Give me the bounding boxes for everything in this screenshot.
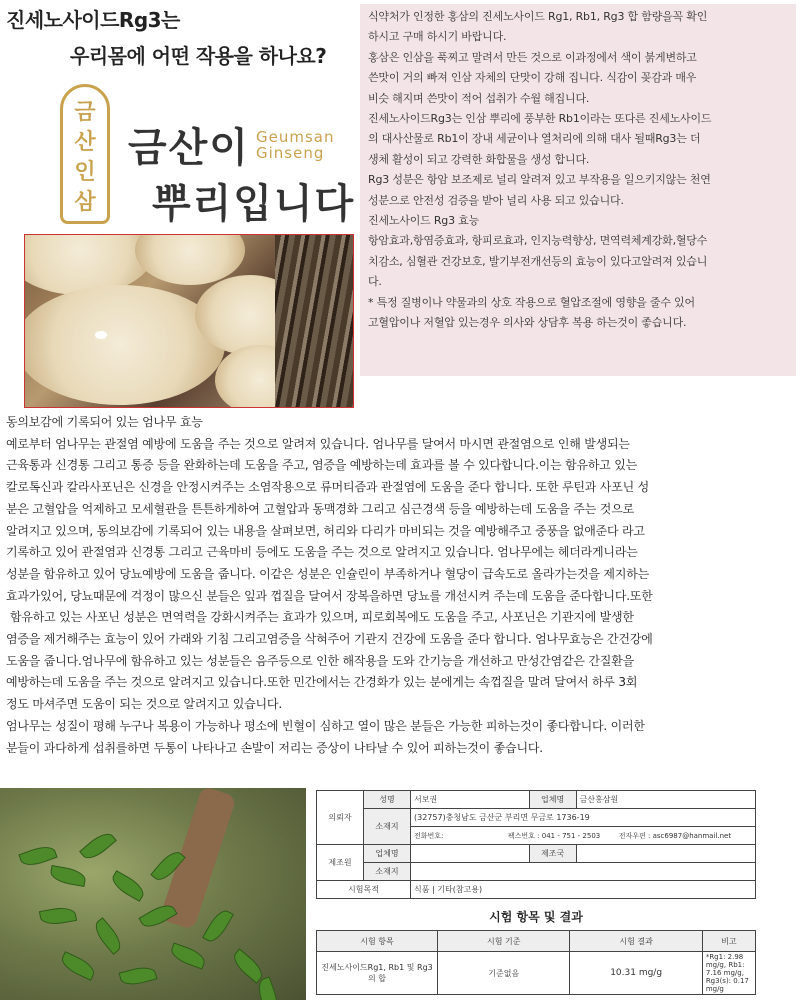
body-line: 예방하는데 도움을 주는 것으로 알려지고 있습니다.또한 민간에서는 간경화가 있는 분에게는 속껍질을 말려 달여서 하루 3회: [6, 675, 638, 690]
info-line: 식약처가 인정한 홍삼의 진세노사이드 Rg1, Rb1, Rg3 합 함량을꼭 확인: [368, 10, 708, 23]
logo-badge-char: 금: [74, 100, 96, 125]
email-label: 전자우편 :: [618, 831, 651, 840]
body-line: 효과가있어, 당뇨때문에 걱정이 많으신 분들은 잎과 껍질을 달여서 장복을하면 당뇨를 개선시켜 주는데 도움을 준다합니다.또한: [6, 588, 653, 603]
body-line: 근육통과 신경통 그리고 통증 등을 완화하는데 도움을 주고, 염증을 예방하는데 효과를 볼 수 있다합니다.이는 함유하고 있는: [6, 458, 638, 473]
info-line: 의 대사산물로 Rb1이 장내 세균이나 열처리에 의해 대사 될때Rg3는 더: [368, 132, 701, 146]
logo-main-line-1: 금산이: [128, 125, 250, 171]
purpose-value: 식품 | 기타(참고용): [411, 881, 756, 899]
company-value: 금산홍삼원: [576, 791, 755, 809]
info-line: 하시고 구매 하시기 바랍니다.: [368, 30, 507, 44]
heading-line-2: 우리몸에 어떤 작용을 하나요?: [70, 44, 327, 68]
body-line: 칼로톡신과 칼라사포닌은 신경을 안정시켜주는 소염작용으로 류머티즘과 관절염에 도움을 준다 합니다. 또한 루틴과 사포닌 성: [6, 480, 649, 495]
address-value: (32757)충청남도 금산군 부리면 무금로 1736-19: [411, 809, 756, 827]
row-note: *Rg1: 2.98 mg/g, Rb1: 7.16 mg/g, Rg3(s): 0.17 mg/g: [702, 952, 755, 995]
phone-label: 전화번호:: [414, 831, 444, 840]
body-line: 함유하고 있는 사포닌 성분은 면역력을 강화시켜주는 효과가 있으며, 피로회복에도 도움을 주고, 사포닌은 기관지에 발생한: [10, 610, 634, 625]
logo-badge-char: 삼: [74, 190, 96, 215]
body-line: 도움을 줍니다.엄나무에 함유하고 있는 성분들은 음주등으로 인한 해작용을 도와 간기능을 개선하고 만성간염같은 간질환을: [6, 653, 634, 668]
logo-badge-char: 인: [74, 160, 96, 185]
body-line: 알려지고 있으며, 동의보감에 기록되어 있는 내용을 살펴보면, 허리와 다리가 마비되는 것을 예방해주고 중풍을 없애준다 라고: [6, 523, 645, 538]
logo-badge-char: 산: [74, 130, 96, 155]
body-line: 정도 마셔주면 도움이 되는 것으로 알려지고 있습니다.: [6, 697, 282, 712]
results-table: [316, 930, 756, 995]
name-label: 성명: [364, 791, 411, 809]
info-line: * 특정 질병이나 약물과의 상호 작용으로 혈압조절에 영향을 줄수 있어: [368, 295, 695, 309]
col-standard: 시험 기준: [438, 931, 570, 952]
body-line: 예로부터 엄나무는 관절염 예방에 도움을 주는 것으로 알려져 있습니다. 엄나무를 달여서 마시면 관절염으로 인해 발생되는: [6, 436, 630, 451]
body-line: 성분을 함유하고 있어 당뇨예방에 도움을 줍니다. 이같은 성분은 인슐린이 부족하거나 혈당이 급속도로 올라가는것을 제지하는: [6, 566, 649, 581]
info-line: 쓴맛이 거의 빠져 인삼 자체의 단맛이 강해 집니다. 식감이 꽂감과 매우: [368, 71, 697, 85]
heading-line-1: 진세노사이드Rg3는: [6, 8, 180, 32]
report-header-table: [316, 790, 756, 899]
col-result: 시험 결과: [570, 931, 702, 952]
company-label: 업체명: [529, 791, 576, 809]
logo-main-line-2: 뿌리입니다: [152, 181, 356, 227]
info-line: 홍삼은 인삼을 푹찌고 말려서 만든 것으로 이과정에서 색이 붉게변하고: [368, 50, 697, 64]
info-line: 진세노사이드Rg3는 인삼 뿌리에 풍부한 Rb1이라는 또다른 진세노사이드: [368, 112, 712, 126]
info-line: 생체 활성이 되고 강력한 화합물을 생성 합니다.: [368, 152, 590, 166]
maker-company-label: 업체명: [364, 845, 411, 863]
body-line: 염증을 제거해주는 효능이 있어 가래와 기침 그리고염증을 삭혀주어 기관지 건강에 도움을 준다 합니다. 엄나무효능은 간건강에: [6, 632, 653, 647]
logo-badge: [60, 84, 110, 224]
fax-label: 팩스번호 : 041 - 751 - 2503: [507, 831, 601, 840]
client-label: 의뢰자: [317, 791, 364, 845]
row-item: 진세노사이드Rg1, Rb1 및 Rg3의 합: [317, 952, 438, 995]
info-line: 성분으로 안전성 검증을 받아 널리 사용 되고 있습니다.: [368, 193, 624, 207]
bark-photo: [275, 235, 353, 407]
logo-english-line-2: Ginseng: [256, 144, 325, 162]
body-line: 분들이 과다하게 섭취를하면 두통이 나타나고 손발이 저리는 증상이 나타날 수 있어 피하는것이 좋습니다.: [6, 740, 543, 755]
col-item: 시험 항목: [317, 931, 438, 952]
name-value: 서보권: [411, 791, 530, 809]
body-line: 기록하고 있어 관절염과 신경통 그리고 근육마비 등에도 도움을 주는 것으로 알려지고 있습니다. 엄나무에는 헤더라게니라는: [6, 545, 638, 560]
info-line: 진세노사이드 Rg3 효능: [368, 214, 480, 228]
body-line: 엄나무는 성질이 평해 누구나 복용이 가능하나 평소에 빈혈이 심하고 열이 많은 분들은 가능한 피하는것이 좋다합니다. 이러한: [6, 718, 645, 733]
eomnamu-benefits-text: [6, 412, 798, 759]
eomnamu-wood-slices-photo: [24, 234, 354, 408]
row-standard: 기준없음: [438, 952, 570, 995]
email-value: asc6987@hanmail.net: [652, 831, 732, 840]
geumsan-ginseng-logo: [60, 80, 360, 230]
ginsenoside-info-box: [360, 4, 796, 376]
results-title: 시험 항목 및 결과: [489, 910, 583, 924]
logo-english-line-1: Geumsan: [256, 128, 335, 146]
test-report-document: [316, 790, 756, 1000]
eomnamu-leaves-photo: [0, 788, 306, 1000]
purpose-label: 시험목적: [317, 881, 411, 899]
info-line: 비슷 해지며 쓴맛이 적어 섭취가 수월 해집니다.: [368, 91, 590, 105]
info-line: Rg3 성분은 항암 보조제로 널리 알려져 있고 부작용을 일으키지않는 천연: [368, 173, 711, 187]
info-line: 치감소, 심혈관 건강보호, 발기부전개선등의 효능이 있다고알려져 있습니: [368, 254, 708, 268]
maker-address-label: 소재지: [364, 863, 411, 881]
country-label: 제조국: [529, 845, 576, 863]
maker-label: 제조원: [317, 845, 364, 881]
body-heading: 동의보감에 기록되어 있는 엄나무 효능: [6, 415, 203, 429]
address-label: 소재지: [364, 809, 411, 845]
row-result: 10.31 mg/g: [570, 952, 702, 995]
info-line: 항암효과,항염증효과, 항피로효과, 인지능력향상, 면역력체계강화,혈당수: [368, 234, 708, 248]
info-line: 고혈압이나 저혈압 있는경우 의사와 상담후 복용 하는것이 좋습니다.: [368, 316, 687, 330]
info-line: 다.: [368, 275, 382, 289]
col-note: 비고: [702, 931, 755, 952]
body-line: 분은 고혈압을 억제하고 모세혈관을 튼튼하게하여 고혈압과 동맥경화 그리고 심근경색 등을 예방하는데 도움을 주는 것으로: [6, 501, 634, 516]
